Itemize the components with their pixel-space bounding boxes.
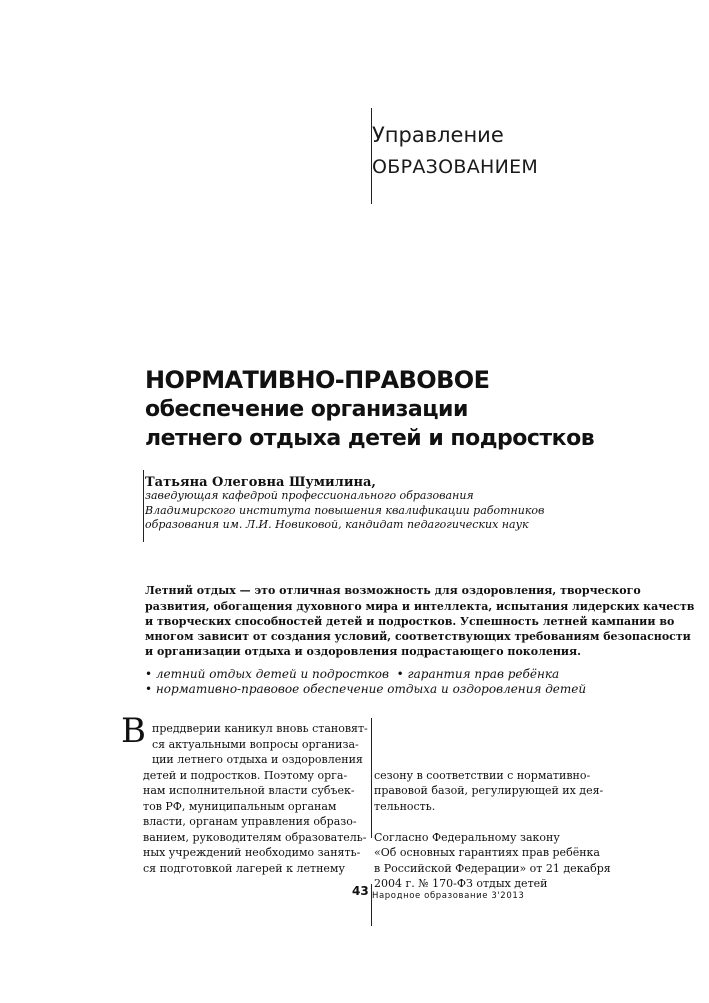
drop-cap: В [121,711,146,751]
body-right-line: Согласно Федеральному закону [374,831,560,844]
keywords-line1 [145,667,559,681]
author-affiliation-line3: образования им. Л.И. Новиковой, кандидат педагогических наук [145,518,529,531]
abstract-line2: развития, обогащения духовного мира и интеллекта, испытания лидерских качеств [145,600,695,613]
author-name: Татьяна Олеговна Шумилина, [145,475,376,490]
abstract-line4: многом зависит от создания условий, соответствующих требованиям безопасности [145,630,691,643]
article-title-line2: обеспечение организации [145,397,468,422]
section-title-line1: Управление [372,123,504,147]
author-affiliation-line2: Владимирского института повышения квалификации работников [145,504,545,517]
article-title-line1: НОРМАТИВНО-ПРАВОВОЕ [145,366,490,394]
abstract-line3: и творческих способностей детей и подростков. Успешность летней кампании во [145,615,675,628]
body-left-line: власти, органам управления образо- [143,815,357,828]
body-left-line: детей и подростков. Поэтому орга- [143,769,348,782]
page-number: 43 [352,884,369,898]
body-right-line: правовой базой, регулирующей их дея- [374,784,604,797]
section-title-line2: ОБРАЗОВАНИЕМ [372,156,539,178]
body-left-line: преддверии каникул вновь становят- [152,722,368,735]
body-right-line: 2004 г. № 170-ФЗ отдых детей [374,877,548,890]
body-right-line: тельность. [374,800,436,813]
abstract-line1: Летний отдых — это отличная возможность для оздоровления, творческого [145,584,641,597]
body-left-line: тов РФ, муниципальным органам [143,800,337,813]
author-divider-line [143,470,144,542]
keyword: нормативно-правовое обеспечение отдыха и оздоровления детей [155,682,587,696]
article-title [145,366,594,453]
body-left-line: ции летнего отдыха и оздоровления [152,753,363,766]
bullet-icon: • [145,682,153,696]
body-left-line: ных учреждений необходимо занять- [143,846,361,859]
body-left-line: ся актуальными вопросы организа- [152,738,359,751]
keyword: гарантия прав ребёнка [407,667,560,681]
body-left-line: ванием, руководителям образователь- [143,831,367,844]
body-left-line: ся подготовкой лагерей к летнему [143,862,345,875]
body-right-line: в Российской Федерации» от 21 декабря [374,862,611,875]
body-right-line: сезону в соответствии с нормативно- [374,769,591,782]
column-divider-line [371,718,372,838]
bullet-icon: • [392,667,404,681]
journal-name: Народное образование 3'2013 [372,891,525,901]
body-left-line: нам исполнительной власти субъек- [143,784,355,797]
article-title-line3: летнего отдыха детей и подростков [145,426,595,451]
abstract-line5: и организации отдыха и оздоровления подрастающего поколения. [145,645,582,658]
bullet-icon: • [145,667,153,681]
body-right-line: «Об основных гарантиях прав ребёнка [374,846,600,859]
keyword: летний отдых детей и подростков [155,667,389,681]
author-affiliation-line1: заведующая кафедрой профессионального образования [145,489,474,502]
keywords-line2 [145,682,586,696]
